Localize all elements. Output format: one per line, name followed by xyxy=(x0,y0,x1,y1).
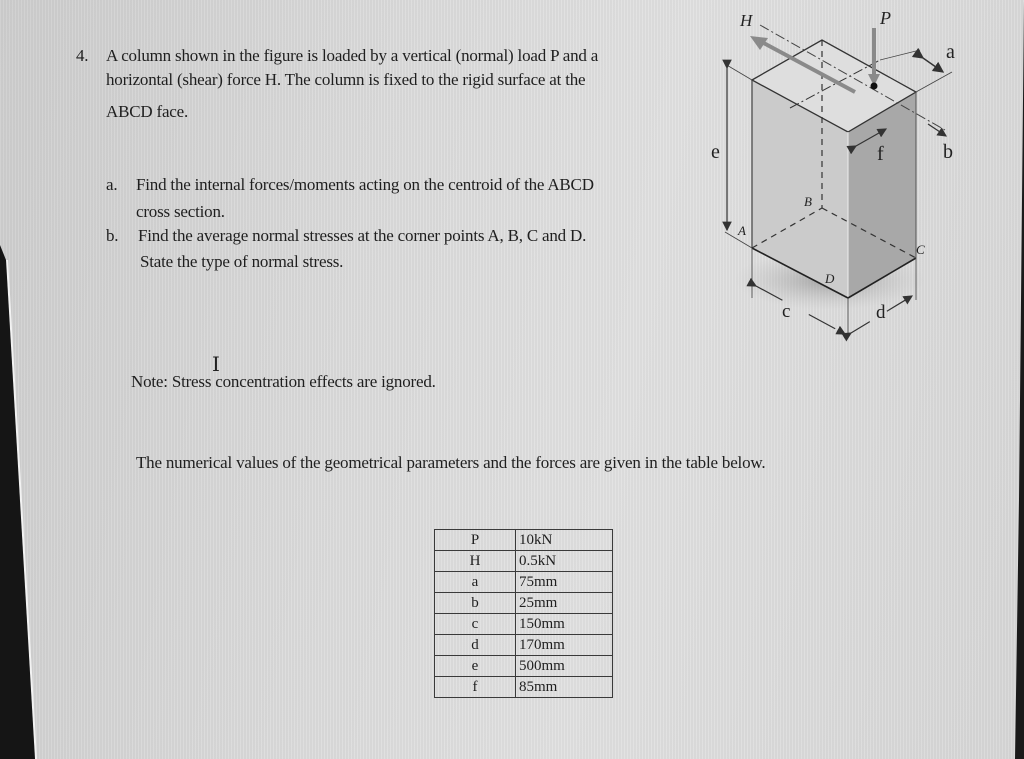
label-b: b xyxy=(943,141,953,163)
subquestion-b-line-2: State the type of normal stress. xyxy=(140,252,344,271)
table-row xyxy=(435,656,613,677)
column-figure xyxy=(700,0,1020,350)
problem-statement-line-1: A column shown in the figure is loaded by a vertical (normal) load P and a xyxy=(106,46,599,65)
param-value: 150mm xyxy=(516,614,613,635)
label-d: d xyxy=(876,302,886,323)
label-p: P xyxy=(880,8,891,28)
param-value: 25mm xyxy=(516,593,613,614)
table-row xyxy=(435,593,613,614)
parameters-table xyxy=(434,529,613,698)
column-diagram xyxy=(700,0,1020,350)
load-point xyxy=(871,83,878,90)
label-corner-a: A xyxy=(738,223,746,238)
label-c: c xyxy=(782,301,791,322)
param-symbol: d xyxy=(435,635,516,656)
param-symbol: e xyxy=(435,656,516,677)
table-row xyxy=(435,614,613,635)
table-row xyxy=(435,551,613,572)
table-row xyxy=(435,677,613,698)
subquestion-b-label: b. xyxy=(106,226,119,245)
table-row xyxy=(435,530,613,551)
param-symbol: P xyxy=(435,530,516,551)
label-corner-c: C xyxy=(916,242,925,257)
param-value: 10kN xyxy=(516,530,613,551)
table-row xyxy=(435,572,613,593)
param-symbol: f xyxy=(435,677,516,698)
param-symbol: H xyxy=(435,551,516,572)
param-value: 75mm xyxy=(516,572,613,593)
problem-statement-line-2: horizontal (shear) force H. The column is fixed to the rigid surface at the xyxy=(106,70,586,89)
question-number: 4. xyxy=(76,46,89,65)
table-intro-text: The numerical values of the geometrical parameters and the forces are given in the table below. xyxy=(136,453,766,472)
subquestion-a-line-2: cross section. xyxy=(136,202,225,221)
label-a: a xyxy=(946,41,955,63)
param-value: 0.5kN xyxy=(516,551,613,572)
problem-statement-line-3: ABCD face. xyxy=(106,102,189,121)
note-text: Note: Stress concentration effects are ignored. xyxy=(131,372,436,391)
text-cursor-icon: I xyxy=(212,352,220,376)
label-e: e xyxy=(711,141,720,163)
label-corner-b: B xyxy=(804,194,812,209)
param-value: 170mm xyxy=(516,635,613,656)
param-symbol: b xyxy=(435,593,516,614)
label-h: H xyxy=(740,11,753,30)
param-symbol: c xyxy=(435,614,516,635)
param-value: 500mm xyxy=(516,656,613,677)
subquestion-a-line-1: Find the internal forces/moments acting on the centroid of the ABCD xyxy=(136,175,594,194)
subquestion-a-label: a. xyxy=(106,175,118,194)
param-value: 85mm xyxy=(516,677,613,698)
subquestion-b-line-1: Find the average normal stresses at the corner points A, B, C and D. xyxy=(138,226,587,245)
table-row xyxy=(435,635,613,656)
param-symbol: a xyxy=(435,572,516,593)
label-corner-d: D xyxy=(825,271,835,286)
label-f: f xyxy=(877,143,884,165)
